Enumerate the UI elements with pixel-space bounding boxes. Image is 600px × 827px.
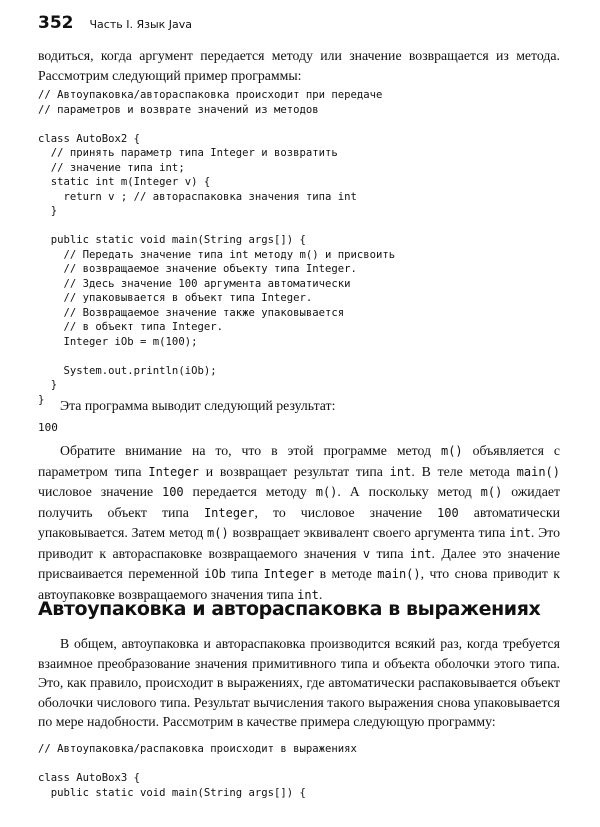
code-listing-autobox3: // Автоупаковка/распаковка происходит в выражениях class AutoBox3 { public static void main(String args[]) {: [38, 743, 357, 799]
running-title: Часть I. Язык Java: [89, 18, 193, 31]
page-number: 352: [38, 13, 74, 33]
section-heading: Автоупаковка и автораспаковка в выражениях: [38, 598, 541, 620]
explanation-paragraph: Обратите внимание на то, что в этой программе метод m() объявляется с параметром типа Integer и возвращает результат типа int. В теле метода main() числовое значение 100 передается методу m(). А поскольку метод m() ожидает получить объект типа Integer, то числовое значение 100 автоматически упаковывается. Затем метод m() возвращает эквивалент своего аргумента типа int. Это приводит к автораспаковке возвращаемого значения v типа int. Далее это значение присваивается переменной iOb типа Integer в методе main(), что снова приводит к автоупаковке возвращаемого значения типа int.: [38, 443, 561, 602]
result-label: Эта программа выводит следующий результат:: [60, 398, 336, 413]
section-paragraph: В общем, автоупаковка и автораспаковка производится всякий раз, когда требуется взаимное преобразование значения примитивного типа и объекта оболочки этого типа. Это, как правило, происходит в выражениях, где автоматически распаковывается объект оболочки числового типа. Результат вычисления такого выражения снова упаковывается по мере надобности. Рассмотрим в качестве примера следующую программу:: [38, 636, 560, 729]
code-listing-autobox2: // Автоупаковка/автораспаковка происходит при передаче // параметров и возврате значений из методов class AutoBox2 { // принять параметр типа Integer и возвратить // значение типа int; static int m(Integer v) { return v ; // автораспаковка значения типа int } public static void main(String args[]) { // Передать значение типа int методу m() и присвоить // возвращаемое значение объекту типа Integer. // Здесь значение 100 аргумента автоматически // упаковывается в объект типа Integer. // Возвращаемое значение также упаковывается // в объект типа Integer. Integer iOb = m(100); System.out.println(iOb); } }: [38, 89, 396, 406]
program-output: 100: [38, 421, 58, 434]
intro-paragraph: [38, 46, 560, 85]
page-header: [38, 13, 192, 33]
intro-text: водиться, когда аргумент передается методу или значение возвращается из метода. Рассмотрим следующий пример программы:: [38, 48, 560, 83]
